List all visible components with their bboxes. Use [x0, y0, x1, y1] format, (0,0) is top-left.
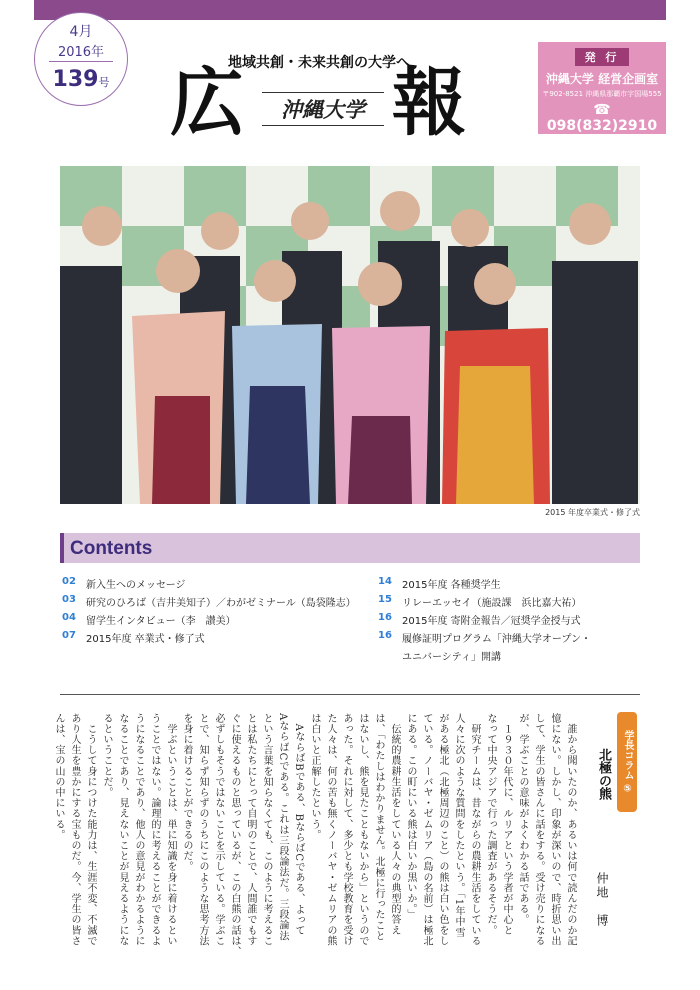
toc-page-number: 16 — [378, 612, 392, 623]
issue-number-suffix: 号 — [98, 76, 110, 89]
toc-label: 履修証明プログラム「沖縄大学オープン・ — [402, 634, 591, 645]
toc-label: 新入生へのメッセージ — [86, 580, 186, 591]
issue-month: 4月 — [69, 24, 93, 40]
issue-number-value: 139 — [52, 67, 99, 92]
issue-divider — [49, 61, 113, 62]
column-body-line: 人々に次のような質問をしたという。「1年中雪 — [453, 713, 464, 938]
toc-page-number: 14 — [378, 576, 392, 587]
issue-badge — [34, 12, 128, 106]
top-color-bar — [34, 0, 666, 20]
column-body-line: という言葉を知らなくても、このように考えるこ — [261, 713, 272, 947]
column-body-line: なることであり、見えないことが見えるようにな — [117, 713, 128, 947]
toc-left — [62, 576, 362, 646]
toc-page-number: 02 — [62, 576, 76, 587]
logo-rule-bottom — [262, 125, 384, 126]
column-body-line: 学ぶということは、単に知識を身に着けるとい — [165, 713, 176, 947]
column-body-line: を身に着けることができるのだ。 — [181, 713, 192, 872]
column-author: 仲地 博 — [595, 872, 609, 928]
masthead-title-left: 広 — [170, 60, 244, 146]
toc-label: ユニバーシティ」開講 — [402, 652, 501, 663]
column-body-line: AならばBである、BならばCである、よって — [293, 713, 304, 936]
publisher-label: 発 行 — [575, 48, 630, 66]
logo-text: 沖縄大学 — [281, 97, 365, 122]
column-body-line: 憶にない。しかし、印象が深いので、時折思い出 — [549, 713, 560, 947]
toc-label: リレーエッセイ（施設課 浜比嘉大祐） — [402, 598, 582, 609]
toc-label: 2015年度 寄附金報告／冠奨学金授与式 — [402, 616, 581, 627]
publisher-name: 沖縄大学 経営企画室 — [545, 72, 659, 86]
column-body-line: ている。ノーバヤ・ゼムリア（島の名前）は極北 — [421, 713, 432, 947]
column-body-line: なって中央アジアで行った調査があるそうだ。 — [485, 713, 496, 936]
toc-label: 2015年度 卒業式・修了式 — [86, 634, 205, 645]
column-body-line: 必ずしもそうではないことを示している。学ぶこ — [213, 713, 224, 947]
toc-right — [378, 576, 640, 666]
column-body-line: AならばCである。これは三段論法だ。三段論法 — [277, 713, 288, 942]
column-body-line: るということだ。 — [101, 713, 112, 798]
graduation-photo-illustration — [60, 166, 640, 504]
column-body-line: とは私たちにとって自明のことで、人間誰でもす — [245, 713, 256, 947]
column-body-line: こうして身につけた能力は、生涯不変、不滅で — [85, 713, 96, 947]
column-body-line: １９３０年代に、ルリアという学者が中心と — [501, 713, 512, 936]
tagline: 地域共創・未来共創の大学へ — [228, 55, 410, 71]
column-body-line: うになることであり、他人の意見がわかるように — [133, 713, 144, 947]
toc-label: 研究のひろば（吉井美知子）／わがゼミナール（島袋隆志） — [86, 598, 356, 609]
section-divider — [60, 694, 640, 695]
toc-label: 2015年度 各種奨学生 — [402, 580, 501, 591]
photo-caption: 2015 年度卒業式・修了式 — [545, 508, 640, 517]
issue-year: 2016年 — [57, 45, 105, 60]
publisher-box — [538, 42, 666, 145]
column-body-line: 誰から聞いたのか、あるいは何で読んだのか記 — [565, 713, 576, 947]
university-logo — [262, 92, 384, 126]
column-body-line: にある。この町にいる熊は白いか黒いか。」 — [405, 713, 416, 920]
graduation-photo — [60, 166, 640, 504]
column-body-line: 伝統的農耕生活をしている人々の典型的答え — [389, 713, 400, 936]
toc-label: 留学生インタビュー（李 讃美） — [86, 616, 236, 627]
column-body-line: た人々は、何の苦も無くノーバヤ・ゼムリアの熊 — [325, 713, 336, 947]
column-body-line: して、学生の皆さんに話をする。受け売りになる — [533, 713, 544, 947]
column-body-line: はないし、熊を見たこともないから」というので — [357, 713, 368, 947]
toc-page-number: 07 — [62, 630, 76, 641]
column-body-line: あり人生を豊かにする宝ものだ。今、学生の皆さ — [69, 713, 80, 947]
column-body-line: ぐに使えるものと思っているが、この白熊の話は、 — [229, 713, 240, 957]
contents-title: Contents — [70, 538, 153, 559]
column-body-line: は、「わたしはわかりません。北極に行ったこと — [373, 713, 384, 942]
column-body-line: んは、宝の山の中にいる。 — [53, 713, 64, 841]
column-body-line: 研究チームは、昔ながらの農耕生活をしている — [469, 713, 480, 947]
column-body-line: が、学ぶことの意味がよくわかる話である。 — [517, 713, 528, 925]
column-title: 北極の熊 — [596, 748, 611, 800]
column-body-line: あった。それに対して、多少とも学校教育を受け — [341, 713, 352, 947]
toc-page-number: 03 — [62, 594, 76, 605]
publisher-url[interactable]: http://www.okinawa-u.ac.jp — [547, 136, 657, 145]
column-body-line: うことではない。論理的に考えることができるよ — [149, 713, 160, 947]
logo-rule-top — [262, 92, 384, 93]
column-body-line: は白いと正解したという。 — [309, 713, 320, 841]
masthead-title-right: 報 — [392, 60, 466, 146]
publisher-address: 〒902-8521 沖縄県那覇市字国場555 — [542, 90, 662, 98]
column-badge: 学長コラム ⑤ — [617, 712, 637, 812]
toc-page-number: 16 — [378, 630, 392, 641]
toc-page-number: 04 — [62, 612, 76, 623]
contents-accent — [60, 533, 64, 563]
column-body-line: がある極北（北極周辺のこと）の熊は白い色をし — [437, 713, 448, 947]
issue-number — [35, 67, 127, 92]
column-body-line: とで、知らず知らずのうちにこのような思考方法 — [197, 713, 208, 947]
toc-page-number: 15 — [378, 594, 392, 605]
publisher-tel: ☎ 098(832)2910 — [546, 102, 658, 134]
